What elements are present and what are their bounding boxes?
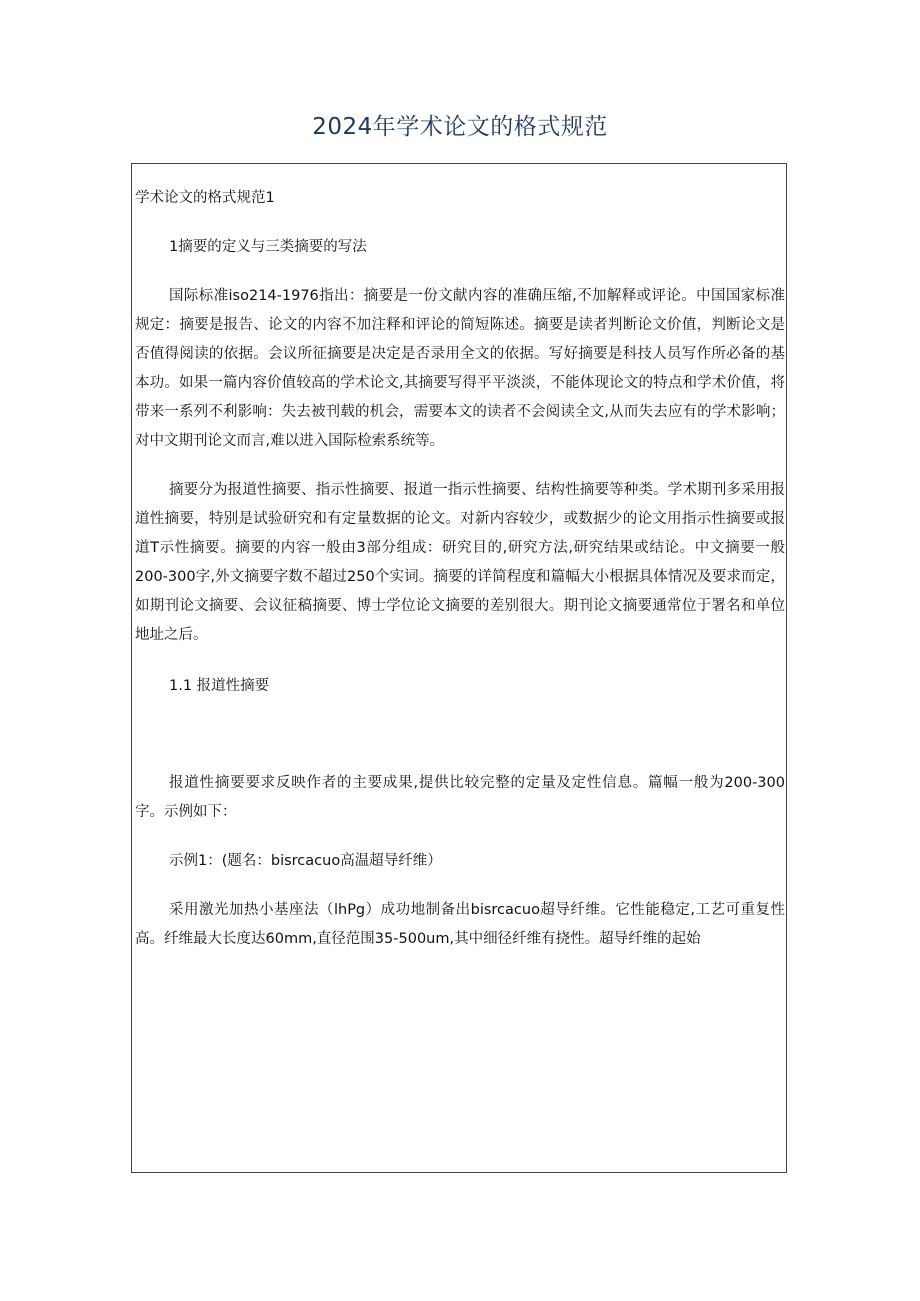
- subsection-heading: 1.1 报道性摘要: [169, 678, 270, 694]
- body-paragraph: 报道性摘要要求反映作者的主要成果,提供比较完整的定量及定性信息。篇幅一般为200-300字。示例如下：: [135, 775, 785, 820]
- subsection-heading: 1摘要的定义与三类摘要的写法: [169, 239, 367, 255]
- body-paragraph: 采用激光加热小基座法（lhPg）成功地制备出bisrcacuo超导纤维。它性能稳定,工艺可重复性高。纤维最大长度达60mm,直径范围35-500um,其中细径纤维有挠性。超导纤维的起始: [135, 902, 785, 947]
- document-body: [135, 184, 785, 954]
- document-title: 2024年学术论文的格式规范: [312, 114, 608, 140]
- body-paragraph: 摘要分为报道性摘要、指示性摘要、报道一指示性摘要、结构性摘要等种类。学术期刊多采用报道性摘要，特别是试验研究和有定量数据的论文。对新内容较少，或数据少的论文用指示性摘要或报道T示性摘要。摘要的内容一般由3部分组成：研究目的,研究方法,研究结果或结论。中文摘要一般200-300字,外文摘要字数不超过250个实词。摘要的详简程度和篇幅大小根据具体情况及要求而定，如期刊论文摘要、会议征稿摘要、博士学位论文摘要的差别很大。期刊论文摘要通常位于署名和单位地址之后。: [135, 482, 785, 643]
- content-frame: [131, 163, 787, 1173]
- section-heading: 学术论文的格式规范1: [135, 190, 275, 206]
- example-label: 示例1：(题名：bisrcacuo高温超导纤维）: [169, 853, 442, 869]
- body-paragraph: 国际标准iso214-1976指出：摘要是一份文献内容的准确压缩,不加解释或评论。中国国家标准规定：摘要是报告、论文的内容不加注释和评论的简短陈述。摘要是读者判断论文价值，判断论文是否值得阅读的依据。会议所征摘要是决定是否录用全文的依据。写好摘要是科技人员写作所必备的基本功。如果一篇内容价值较高的学术论文,其摘要写得平平淡淡，不能体现论文的特点和学术价值，将带来一系列不利影响：失去被刊载的机会，需要本文的读者不会阅读全文,从而失去应有的学术影响；对中文期刊论文而言,难以进入国际检索系统等。: [135, 288, 785, 449]
